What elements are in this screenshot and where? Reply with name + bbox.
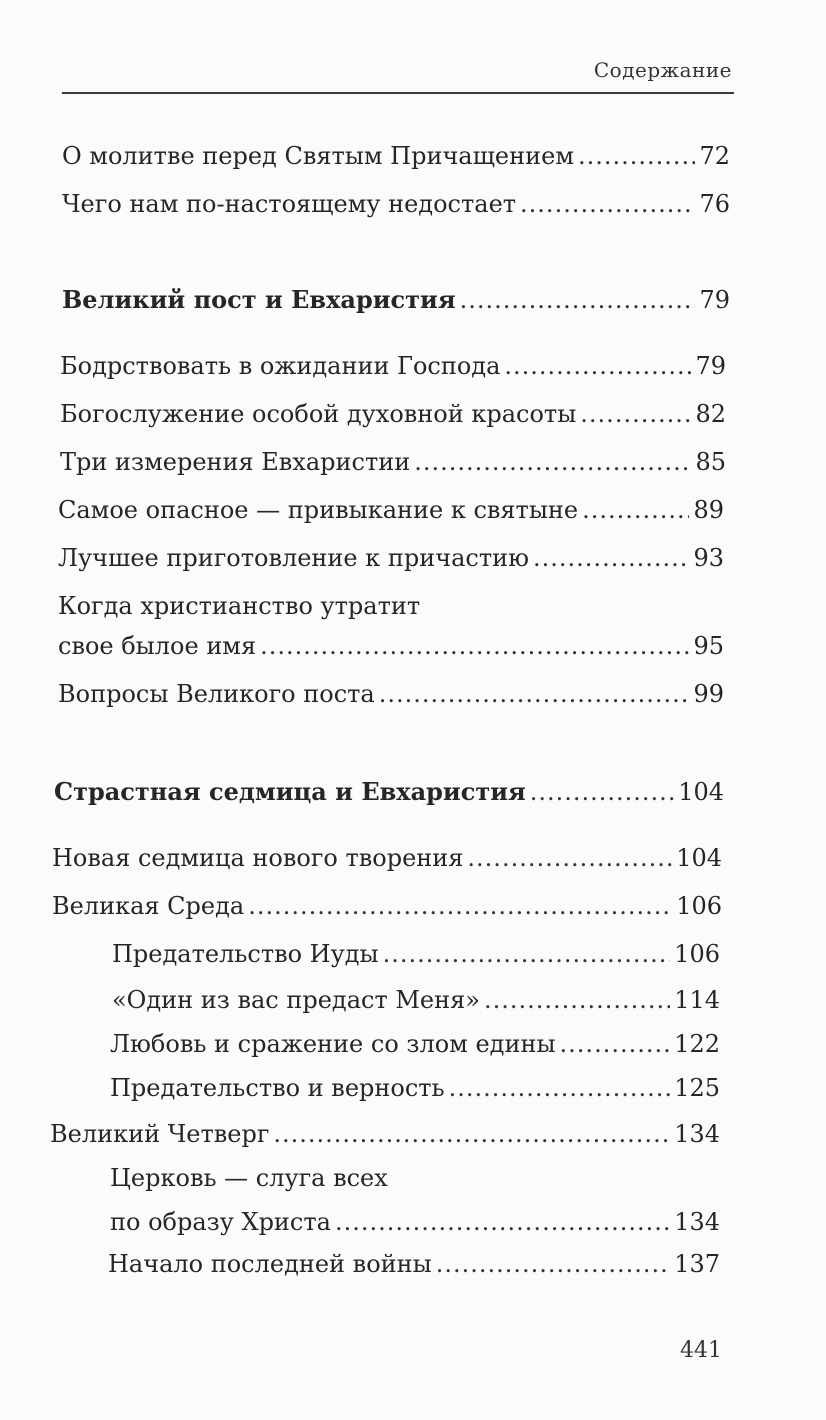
toc-entry-title: Новая седмица нового творения bbox=[52, 844, 464, 872]
toc-entry-page: 99 bbox=[693, 680, 724, 708]
toc-entry-title: Бодрствовать в ожидании Господа bbox=[60, 352, 501, 380]
toc-entry bbox=[62, 142, 730, 170]
page-number: 441 bbox=[680, 1338, 722, 1363]
toc-entry-page: 114 bbox=[674, 986, 720, 1014]
toc-entry-page: 79 bbox=[695, 352, 726, 380]
toc-entry-title: Лучшее приготовление к причастию bbox=[58, 544, 530, 572]
toc-entry bbox=[58, 632, 724, 660]
leader-dots bbox=[484, 986, 670, 1014]
leader-dots bbox=[414, 448, 691, 476]
toc-entry-title: Страстная седмица и Евхаристия bbox=[54, 777, 526, 806]
leader-dots bbox=[504, 352, 691, 380]
leader-dots bbox=[436, 1250, 670, 1278]
toc-entry-page: 95 bbox=[693, 632, 724, 660]
toc-entry-title: Чего нам по-настоящему недостает bbox=[62, 190, 517, 218]
toc-entry-title: Вопросы Великого поста bbox=[58, 680, 375, 708]
toc-subentry bbox=[112, 986, 720, 1014]
toc-entry-title: Предательство Иуды bbox=[112, 940, 379, 968]
toc-entry-page: 106 bbox=[676, 892, 722, 920]
toc-entry-title-line1: Когда христианство утратит bbox=[58, 592, 421, 620]
toc-section-heading bbox=[54, 778, 724, 806]
leader-dots bbox=[580, 400, 691, 428]
leader-dots bbox=[578, 142, 695, 170]
toc-entry-title: Начало последней войны bbox=[108, 1250, 432, 1278]
toc-entry-page: 93 bbox=[693, 544, 724, 572]
toc-entry-title: Самое опасное — привыкание к святыне bbox=[58, 496, 579, 524]
toc-entry-title-line1: Церковь — слуга всех bbox=[110, 1164, 388, 1192]
toc-entry-page: 137 bbox=[674, 1250, 720, 1278]
toc-entry bbox=[60, 400, 726, 428]
toc-entry-title: по образу Христа bbox=[110, 1208, 331, 1236]
leader-dots bbox=[379, 680, 690, 708]
toc-entry bbox=[58, 496, 724, 524]
toc-entry bbox=[62, 190, 730, 218]
leader-dots bbox=[248, 892, 672, 920]
toc-entry-title: Великий пост и Евхаристия bbox=[62, 285, 456, 314]
toc-entry bbox=[52, 892, 722, 920]
leader-dots bbox=[533, 544, 689, 572]
toc-entry-page: 89 bbox=[693, 496, 724, 524]
leader-dots bbox=[273, 1120, 670, 1148]
leader-dots bbox=[460, 286, 696, 314]
toc-entry-page: 125 bbox=[674, 1074, 720, 1102]
toc-entry bbox=[58, 680, 724, 708]
leader-dots bbox=[582, 496, 689, 524]
toc-entry bbox=[58, 544, 724, 572]
toc-entry-page: 106 bbox=[674, 940, 720, 968]
toc-subentry bbox=[108, 1250, 720, 1278]
toc-entry-page: 85 bbox=[695, 448, 726, 476]
leader-dots bbox=[383, 940, 671, 968]
toc-entry-title: свое былое имя bbox=[58, 632, 257, 660]
leader-dots bbox=[467, 844, 672, 872]
toc-entry-title: О молитве перед Святым Причащением bbox=[62, 142, 574, 170]
toc-entry-page: 79 bbox=[699, 286, 730, 314]
toc-entry bbox=[60, 448, 726, 476]
toc-entry-page: 134 bbox=[674, 1208, 720, 1236]
toc-entry-page: 134 bbox=[674, 1120, 720, 1148]
toc-entry-title: Предательство и верность bbox=[110, 1074, 445, 1102]
toc-entry bbox=[52, 844, 722, 872]
toc-entry-title: «Один из вас предаст Меня» bbox=[112, 986, 480, 1014]
leader-dots bbox=[335, 1208, 670, 1236]
toc-subentry bbox=[110, 1030, 720, 1058]
toc-entry-page: 72 bbox=[699, 142, 730, 170]
toc-entry-title: Три измерения Евхаристии bbox=[60, 448, 411, 476]
toc-entry-title: Великий Четверг bbox=[50, 1120, 270, 1148]
leader-dots bbox=[520, 190, 695, 218]
toc-entry-page: 104 bbox=[676, 844, 722, 872]
toc-subentry bbox=[112, 940, 720, 968]
toc-entry bbox=[50, 1120, 720, 1148]
toc-entry-title: Богослужение особой духовной красоты bbox=[60, 400, 577, 428]
toc-subentry bbox=[110, 1208, 720, 1236]
leader-dots bbox=[530, 778, 674, 806]
leader-dots bbox=[560, 1030, 671, 1058]
running-header-title: Содержание bbox=[593, 58, 732, 82]
toc-subentry bbox=[110, 1074, 720, 1102]
toc-entry-page: 104 bbox=[678, 778, 724, 806]
leader-dots bbox=[260, 632, 689, 660]
toc-entry-title: Любовь и сражение со злом едины bbox=[110, 1030, 556, 1058]
toc-entry-page: 82 bbox=[695, 400, 726, 428]
leader-dots bbox=[449, 1074, 671, 1102]
toc-entry-page: 76 bbox=[699, 190, 730, 218]
toc-entry-page: 122 bbox=[674, 1030, 720, 1058]
header-rule bbox=[62, 92, 734, 94]
toc-entry bbox=[60, 352, 726, 380]
toc-entry-title: Великая Среда bbox=[52, 892, 245, 920]
toc-section-heading bbox=[62, 286, 730, 314]
